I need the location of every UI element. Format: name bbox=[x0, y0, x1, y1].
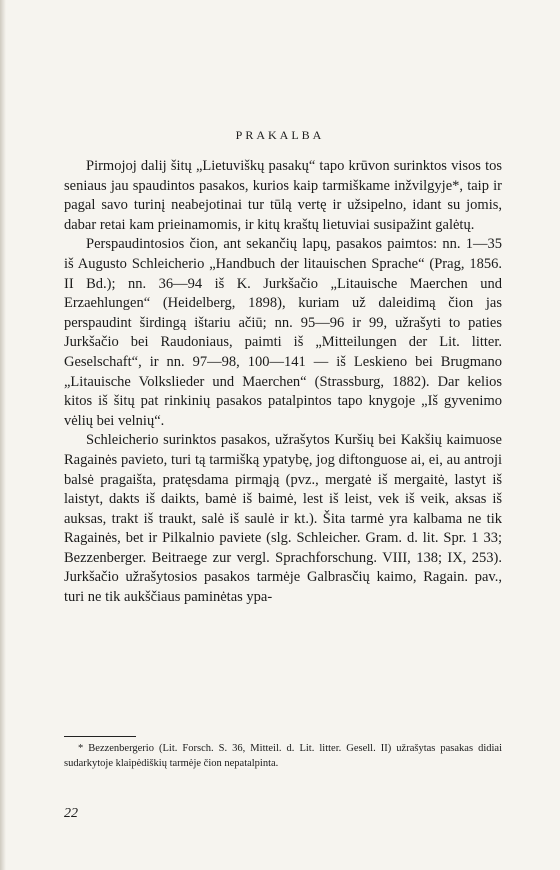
paragraph: Perspaudintosios čion, ant sekančių lapų, pasakos paimtos: nn. 1—35 iš Augusto Schleicherio „Handbuch der litauischen Sprache“ (Prag, 1856. II Bd.); nn. 36—94 iš K. Jurkšačio „Litauische Maerchen und Erzaehlungen“ (Heidelberg, 1898), kuriam už daleidimą čion jas perspaudint širdingą ištariu ačiū; nn. 95—96 ir 99, užrašyti to paties Jurkšačio bei Raudoniaus, paimti iš „Mitteilungen der Lit. litter. Geselschaft“, ir nn. 97—98, 100—141 — iš Leskieno bei Brugmano „Litauische Volkslieder und Maerchen“ (Strassburg, 1882). Dar kelios kitos iš šitų pat rinkinių pasakos patalpintos tapo knygoje „Iš gyvenimo vėlių bei velnių“. bbox=[64, 236, 502, 429]
paragraph: Schleicherio surinktos pasakos, užrašytos Kuršių bei Kakšių kaimuose Ragainės pavieto, turi tą tarmišką ypatybę, jog diftonguose ai, ei, au antroji balsė pragaišta, pratęsdama pirmąją (pvz., mergatė iš mergaitė, lastyt iš laistyt, dakts iš daikts, bamė iš baimė, lest iš leist, vek iš veik, aksas iš auksas, trakt iš traukt, salė iš saulė ir kt.). Šita tarmė yra kalbama ne tik Ragainės, bet ir Pilkalnio paviete (slg. Schleicher. Gram. d. lit. Spr. 1 33; Bezzenberger. Beitraege zur vergl. Sprachforschung. VIII, 138; IX, 253). Jurkšačio užrašytosios pasakos tarmėje Galbrasčių kaimo, Ragain. pav., turi ne tik aukščiaus paminėtas ypa- bbox=[64, 432, 502, 606]
footnote-divider bbox=[64, 736, 136, 737]
paragraph: Pirmojoj dalij šitų „Lietuviškų pasakų“ tapo krūvon surinktos visos tos seniaus jau spaudintos pasakos, kurios kaip tarmiškame inžvilgyje*, taip ir pagal savo turinį neabejotinai tur tūlą vertę ir užsipelno, idant su jomis, dabar retai kam prieinamomis, ir kitų kraštų lietuviai susipažint galėtų. bbox=[64, 158, 502, 233]
body-text bbox=[64, 157, 502, 608]
page-heading: PRAKALBA bbox=[235, 128, 325, 142]
page-number: 22 bbox=[64, 806, 78, 821]
footnote bbox=[64, 742, 502, 771]
footnote-text: * Bezzenbergerio (Lit. Forsch. S. 36, Mitteil. d. Lit. litter. Gesell. II) užrašytas pasakas didiai sudarkytoje klaipėdiškių tarmėje čion nepatalpinta. bbox=[64, 743, 502, 769]
